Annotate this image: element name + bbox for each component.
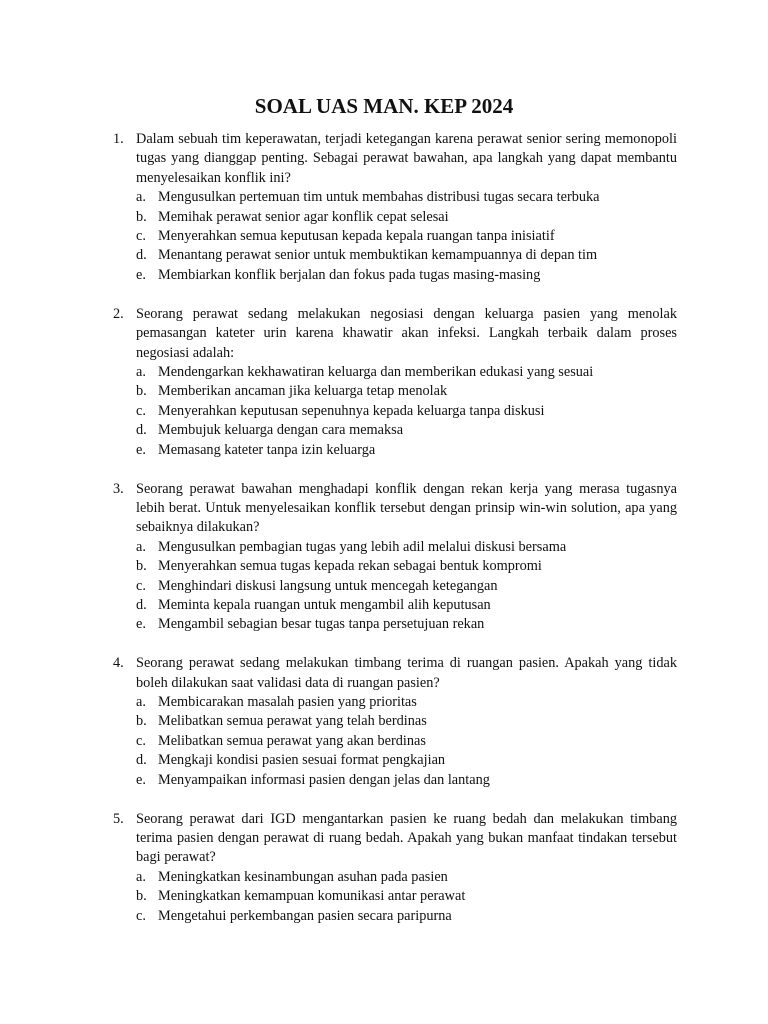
answer-option — [136, 402, 677, 421]
option-letter: d. — [136, 247, 147, 264]
answer-option — [136, 907, 677, 926]
question-number: 5. — [113, 810, 124, 827]
option-text: Membicarakan masalah pasien yang prioritas — [158, 694, 417, 711]
option-letter: b. — [136, 888, 147, 905]
answer-option — [136, 538, 677, 557]
option-text: Membujuk keluarga dengan cara memaksa — [158, 422, 404, 439]
option-letter: d. — [136, 422, 147, 439]
answer-option — [136, 363, 677, 382]
question-number: 4. — [113, 655, 124, 672]
option-letter: c. — [136, 577, 146, 594]
option-text: Mengetahui perkembangan pasien secara paripurna — [158, 907, 452, 924]
option-letter: e. — [136, 266, 146, 283]
option-letter: d. — [136, 752, 147, 769]
option-letter: e. — [136, 771, 146, 788]
question-number: 2. — [113, 305, 124, 322]
option-text: Mengkaji kondisi pasien sesuai format pengkajian — [158, 752, 446, 769]
option-list — [136, 538, 677, 635]
option-letter: a. — [136, 538, 146, 555]
answer-option — [136, 441, 677, 460]
question-list — [113, 130, 677, 946]
option-text: Meminta kepala ruangan untuk mengambil alih keputusan — [158, 596, 491, 613]
option-text: Membiarkan konflik berjalan dan fokus pada tugas masing-masing — [158, 266, 541, 283]
answer-option — [136, 227, 677, 246]
question-text: Seorang perawat sedang melakukan timbang terima di ruangan pasien. Apakah yang tidak boleh dilakukan saat validasi data di ruangan pasien? — [136, 655, 677, 691]
answer-option — [136, 868, 677, 887]
option-letter: e. — [136, 441, 146, 458]
answer-option — [136, 577, 677, 596]
option-list — [136, 188, 677, 285]
answer-option — [136, 382, 677, 401]
answer-option — [136, 751, 677, 770]
answer-option — [136, 887, 677, 906]
option-letter: c. — [136, 907, 146, 924]
option-text: Menyampaikan informasi pasien dengan jelas dan lantang — [158, 771, 490, 788]
answer-option — [136, 712, 677, 731]
option-text: Mengusulkan pertemuan tim untuk membahas distribusi tugas secara terbuka — [158, 189, 600, 206]
question-number: 3. — [113, 480, 124, 497]
answer-option — [136, 246, 677, 265]
question-number: 1. — [113, 131, 124, 147]
option-letter: a. — [136, 868, 146, 885]
answer-option — [136, 693, 677, 712]
option-letter: a. — [136, 189, 146, 206]
option-text: Memberikan ancaman jika keluarga tetap menolak — [158, 383, 448, 400]
option-list — [136, 363, 677, 460]
question-text: Dalam sebuah tim keperawatan, terjadi ketegangan karena perawat senior sering memonopoli tugas yang dianggap penting. Sebagai perawat bawahan, apa langkah yang dapat membantu menyelesaikan konflik ini? — [136, 131, 677, 186]
answer-option — [136, 557, 677, 576]
answer-option — [136, 208, 677, 227]
question-item — [113, 480, 677, 635]
option-text: Mengusulkan pembagian tugas yang lebih adil melalui diskusi bersama — [158, 538, 567, 555]
option-text: Memihak perawat senior agar konflik cepat selesai — [158, 208, 449, 225]
option-letter: b. — [136, 713, 147, 730]
option-text: Menyerahkan keputusan sepenuhnya kepada keluarga tanpa diskusi — [158, 402, 545, 419]
answer-option — [136, 771, 677, 790]
question-text: Seorang perawat dari IGD mengantarkan pasien ke ruang bedah dan melakukan timbang terima pasien dengan perawat di ruang bedah. Apakah yang bukan manfaat tindakan tersebut bagi perawat? — [136, 810, 677, 866]
question-item — [113, 305, 677, 460]
option-letter: e. — [136, 616, 146, 633]
option-text: Meningkatkan kemampuan komunikasi antar perawat — [158, 888, 466, 905]
option-text: Menghindari diskusi langsung untuk mencegah ketegangan — [158, 577, 498, 594]
answer-option — [136, 421, 677, 440]
option-text: Memasang kateter tanpa izin keluarga — [158, 441, 376, 458]
option-text: Melibatkan semua perawat yang akan berdinas — [158, 732, 426, 749]
option-text: Menyerahkan semua keputusan kepada kepala ruangan tanpa inisiatif — [158, 228, 555, 245]
answer-option — [136, 266, 677, 285]
answer-option — [136, 188, 677, 207]
answer-option — [136, 615, 677, 634]
option-letter: b. — [136, 383, 147, 400]
option-list — [136, 868, 677, 926]
question-text: Seorang perawat sedang melakukan negosiasi dengan keluarga pasien yang menolak pemasangan kateter urin karena khawatir akan infeksi. Langkah terbaik dalam proses negosiasi adalah: — [136, 305, 677, 361]
option-text: Mendengarkan kekhawatiran keluarga dan memberikan edukasi yang sesuai — [158, 363, 594, 380]
option-text: Melibatkan semua perawat yang telah berdinas — [158, 713, 427, 730]
option-letter: b. — [136, 208, 147, 225]
option-text: Menantang perawat senior untuk membuktikan kemampuannya di depan tim — [158, 247, 598, 264]
question-item — [113, 654, 677, 790]
option-letter: d. — [136, 596, 147, 613]
option-text: Mengambil sebagian besar tugas tanpa persetujuan rekan — [158, 616, 485, 633]
option-letter: a. — [136, 363, 146, 380]
question-item — [113, 130, 677, 285]
option-letter: c. — [136, 732, 146, 749]
answer-option — [136, 596, 677, 615]
question-text: Seorang perawat bawahan menghadapi konflik dengan rekan kerja yang merasa tugasnya lebih berat. Untuk menyelesaikan konflik tersebut dengan prinsip win-win solution, apa yang sebaiknya dilakukan? — [136, 480, 677, 536]
option-letter: c. — [136, 402, 146, 419]
option-list — [136, 693, 677, 790]
option-letter: c. — [136, 228, 146, 245]
option-letter: a. — [136, 694, 146, 711]
page-title: SOAL UAS MAN. KEP 2024 — [254, 94, 514, 118]
option-letter: b. — [136, 558, 147, 575]
answer-option — [136, 732, 677, 751]
question-item — [113, 810, 677, 926]
option-text: Meningkatkan kesinambungan asuhan pada pasien — [158, 868, 448, 885]
option-text: Menyerahkan semua tugas kepada rekan sebagai bentuk kompromi — [158, 558, 542, 575]
